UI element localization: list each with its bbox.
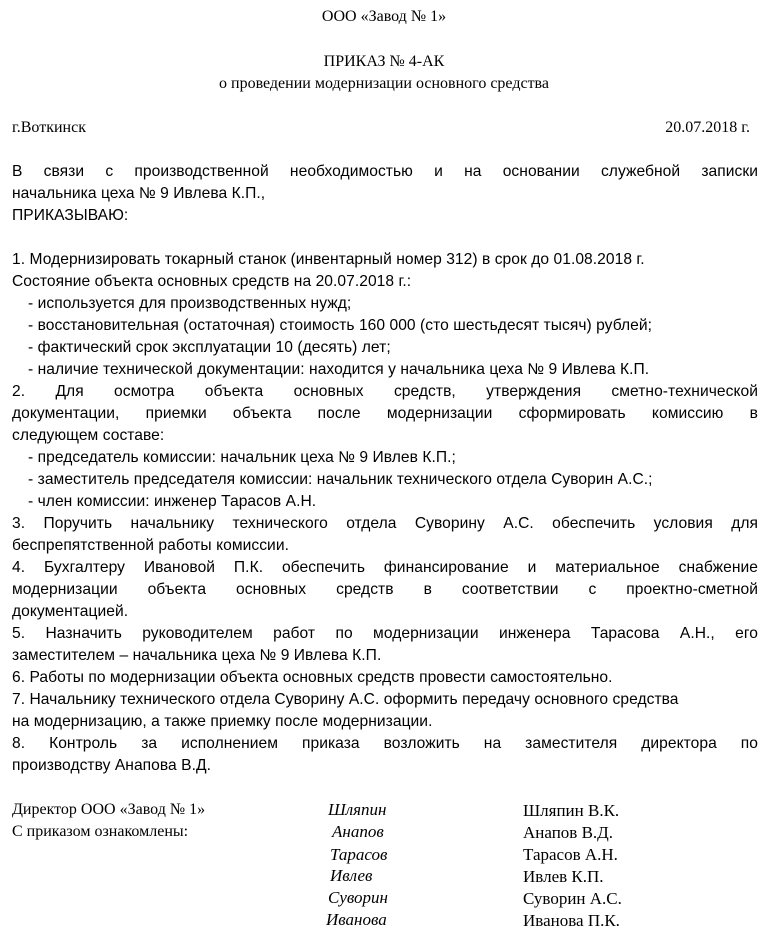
order-word: ПРИКАЗЫВАЮ: [12, 207, 129, 224]
item-5-line-1: 5. Назначить руководителем работ по модернизации инженера Тарасова А.Н., его [12, 625, 758, 642]
item-1-state: Состояние объекта основных средств на 20.07.2018 г.: [12, 273, 412, 290]
signature-anapov: Анапов [332, 822, 384, 841]
item-2-line-2: документации, приемки объекта после модернизации сформировать комиссию в [12, 405, 758, 422]
order-date: 20.07.2018 г. [665, 119, 750, 136]
item-2-bullet-2: - заместитель председателя комиссии: начальник технического отдела Суворин А.С.; [28, 471, 653, 488]
item-5-line-2: заместителем – начальника цеха № 9 Ивлева К.П. [12, 647, 382, 664]
signatory-name: Анапов В.Д. [523, 823, 614, 842]
order-title: ПРИКАЗ № 4-АК [323, 53, 445, 70]
preamble-line-1: В связи с производственной необходимостью и на основании служебной записки [12, 163, 758, 180]
signature-shlyapin: Шляпин [328, 800, 387, 819]
signatory-name: Иванова П.К. [523, 911, 620, 930]
item-7-line-2: на модернизацию, а также приемку после модернизации. [12, 713, 433, 730]
signatory-name: Шляпин В.К. [523, 801, 620, 820]
preamble-line-2: начальника цеха № 9 Ивлева К.П., [12, 185, 266, 202]
order-subject: о проведении модернизации основного средства [219, 75, 549, 92]
item-4-line-3: документацией. [12, 603, 129, 620]
signatory-name: Тарасов А.Н. [523, 845, 618, 864]
item-2-bullet-1: - председатель комиссии: начальник цеха № 9 Ивлев К.П.; [28, 449, 456, 466]
signature-ivlev: Ивлев [330, 866, 373, 885]
item-1-bullet-1: - используется для производственных нужд; [28, 295, 352, 312]
item-4-line-1: 4. Бухгалтеру Ивановой П.К. обеспечить финансирование и материальное снабжение [12, 559, 758, 576]
signature-tarasov: Тарасов [330, 845, 388, 864]
director-label: Директор ООО «Завод № 1» [12, 801, 206, 818]
item-2-line-1: 2. Для осмотра объекта основных средств, утверждения сметно-технической [12, 383, 758, 400]
item-1: 1. Модернизировать токарный станок (инвентарный номер 312) в срок до 01.08.2018 г. [12, 251, 645, 268]
company-name: ООО «Завод № 1» [321, 8, 447, 25]
city: г.Воткинск [12, 119, 86, 136]
item-4-line-2: модернизации объекта основных средств в соответствии с проектно-сметной [12, 581, 758, 598]
item-6: 6. Работы по модернизации объекта основных средств провести самостоятельно. [12, 669, 613, 686]
item-8-line-1: 8. Контроль за исполнением приказа возложить на заместителя директора по [12, 735, 758, 752]
acquainted-label: С приказом ознакомлены: [12, 823, 189, 840]
item-1-bullet-4: - наличие технической документации: находится у начальника цеха № 9 Ивлева К.П. [28, 361, 650, 378]
signatory-name: Ивлев К.П. [523, 867, 604, 886]
signature-suvorin: Суворин [328, 888, 388, 907]
item-7-line-1: 7. Начальнику технического отдела Суворину А.С. оформить передачу основного средства [12, 691, 679, 708]
item-3-line-1: 3. Поручить начальнику технического отдела Суворину А.С. обеспечить условия для [12, 515, 758, 532]
item-8-line-2: производству Анапова В.Д. [12, 757, 211, 774]
signature-ivanova: Иванова [326, 910, 387, 929]
item-1-bullet-2: - восстановительная (остаточная) стоимость 160 000 (сто шестьдесят тысяч) рублей; [28, 317, 652, 334]
item-1-bullet-3: - фактический срок эксплуатации 10 (десять) лет; [28, 339, 391, 356]
item-2-bullet-3: - член комиссии: инженер Тарасов А.Н. [28, 493, 317, 510]
item-3-line-2: беспрепятственной работы комиссии. [12, 537, 289, 554]
signatory-name: Суворин А.С. [523, 889, 622, 908]
item-2-line-3: следующем составе: [12, 427, 165, 444]
